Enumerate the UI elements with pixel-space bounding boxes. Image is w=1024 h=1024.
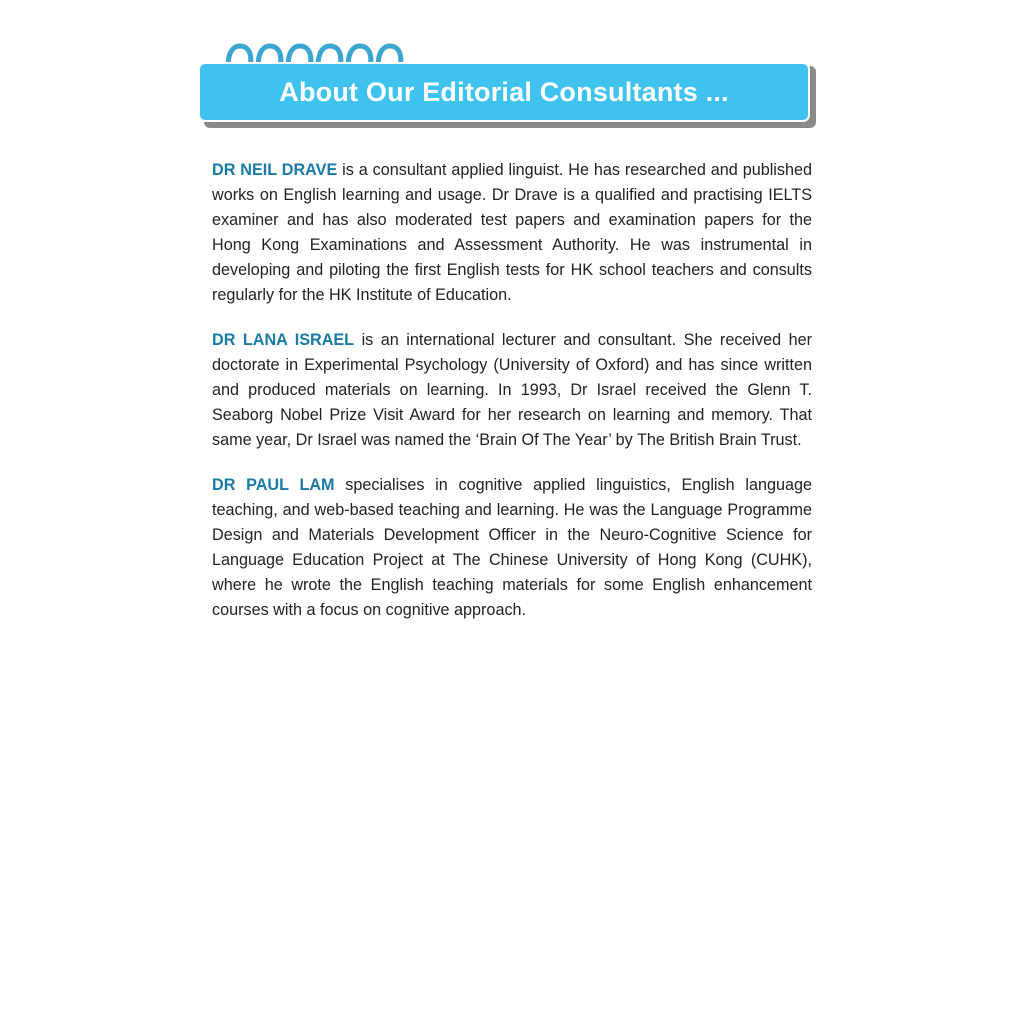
consultant-list: [212, 158, 812, 643]
consultant-bio-lana-israel: [212, 328, 812, 453]
consultant-bio-paul-lam: [212, 473, 812, 623]
consultant-bio-neil-drave: [212, 158, 812, 308]
page-title: About Our Editorial Consultants ...: [279, 77, 729, 107]
section-header: [198, 40, 820, 132]
consultant-name: DR LANA ISRAEL: [212, 331, 355, 349]
consultant-description: is a consultant applied linguist. He has researched and published works on English learning and usage. Dr Drave is a qualified and practising IELTS examiner and has also moderated test papers and examination papers for the Hong Kong Examinations and Assessment Authority. He was instrumental in developing and piloting the first English tests for HK school teachers and consults regularly for the HK Institute of Education.: [212, 161, 813, 304]
consultant-name: DR NEIL DRAVE: [212, 161, 338, 179]
consultant-description: is an international lecturer and consultant. She received her doctorate in Experimental Psychology (University of Oxford) and has since written and produced materials on learning. In 1993, Dr Israel received the Glenn T. Seaborg Nobel Prize Visit Award for her research on learning and memory. That same year, Dr Israel was named the ‘Brain Of The Year’ by The British Brain Trust.: [212, 331, 812, 449]
consultant-description: specialises in cognitive applied linguistics, English language teaching, and web-based teaching and learning. He was the Language Programme Design and Materials Development Officer in the Neuro-Cognitive Science for Language Education Project at The Chinese University of Hong Kong (CUHK), where he wrote the English teaching materials for some English enhancement courses with a focus on cognitive approach.: [212, 476, 812, 619]
consultant-name: DR PAUL LAM: [212, 476, 335, 494]
